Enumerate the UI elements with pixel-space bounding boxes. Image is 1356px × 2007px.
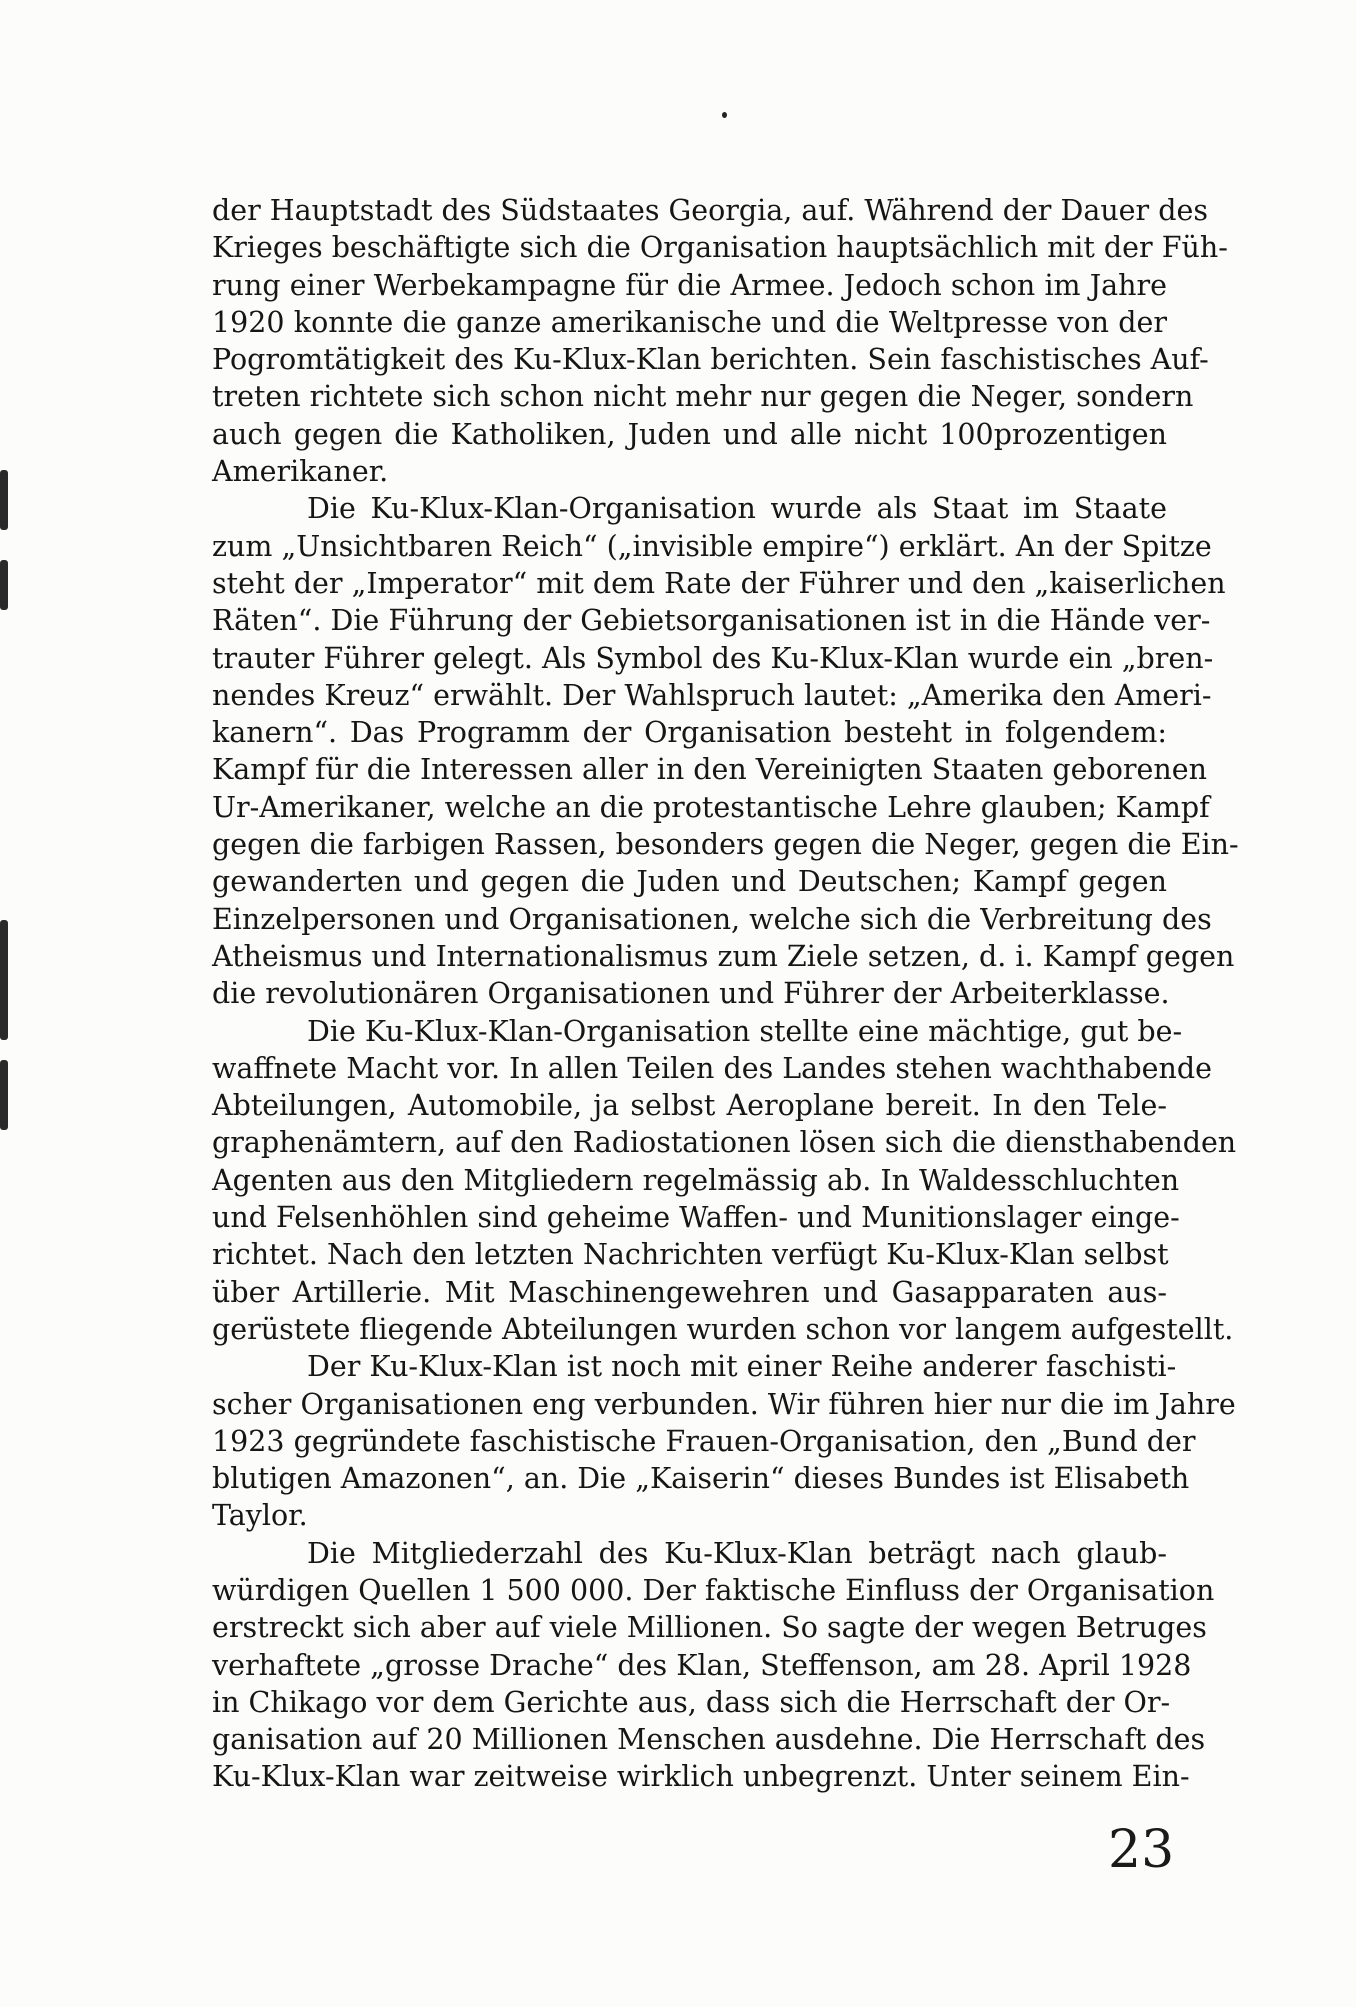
text-line: Ur-Amerikaner, welche an die protestantische Lehre glauben; Kampf [212,790,1210,824]
scan-edge-mark [0,470,8,530]
text-line: scher Organisationen eng verbunden. Wir führen hier nur die im Jahre [212,1387,1236,1421]
text-line: Der Ku-Klux-Klan ist noch mit einer Reihe anderer faschisti- [307,1350,1177,1384]
text-line: richtet. Nach den letzten Nachrichten verfügt Ku-Klux-Klan selbst [212,1238,1169,1272]
text-line: Amerikaner. [212,455,389,489]
text-line: über Artillerie. Mit Maschinengewehren und Gasapparaten aus- [212,1275,1167,1309]
text-line: Agenten aus den Mitgliedern regelmässig ab. In Waldesschluchten [212,1163,1180,1197]
text-line: Kampf für die Interessen aller in den Vereinigten Staaten geborenen [212,753,1207,787]
text-line: Pogromtätigkeit des Ku-Klux-Klan berichten. Sein faschistisches Auf- [212,343,1209,377]
text-line: Abteilungen, Automobile, ja selbst Aeroplane bereit. In den Tele- [212,1089,1167,1123]
scan-edge-mark [0,1060,8,1130]
text-line: graphenämtern, auf den Radiostationen lösen sich die diensthabenden [212,1126,1237,1160]
text-line: kanern“. Das Programm der Organisation besteht in folgendem: [212,716,1167,750]
page-number: 23 [1108,1820,1175,1880]
text-line: verhaftete „grosse Drache“ des Klan, Steffenson, am 28. April 1928 [212,1648,1192,1682]
text-line: 1920 konnte die ganze amerikanische und die Weltpresse von der [212,305,1167,339]
text-line: zum „Unsichtbaren Reich“ („invisible empire“) erklärt. An der Spitze [212,529,1212,563]
body-text [212,192,1239,1796]
text-line: nendes Kreuz“ erwählt. Der Wahlspruch lautet: „Amerika den Ameri- [212,678,1212,712]
text-line: gerüstete fliegende Abteilungen wurden schon vor langem aufgestellt. [212,1312,1234,1346]
text-line: 1923 gegründete faschistische Frauen-Organisation, den „Bund der [212,1424,1196,1458]
text-line: Die Mitgliederzahl des Ku-Klux-Klan beträgt nach glaub- [307,1536,1167,1570]
text-line: Einzelpersonen und Organisationen, welche sich die Verbreitung des [212,902,1212,936]
scan-edge-mark [0,560,8,610]
text-line: blutigen Amazonen“, an. Die „Kaiserin“ dieses Bundes ist Elisabeth [212,1462,1190,1496]
text-line: Ku-Klux-Klan war zeitweise wirklich unbegrenzt. Unter seinem Ein- [212,1760,1190,1794]
text-line: auch gegen die Katholiken, Juden und alle nicht 100prozentigen [212,417,1167,451]
text-line: Taylor. [212,1499,308,1533]
text-line: die revolutionären Organisationen und Führer der Arbeiterklasse. [212,977,1170,1011]
scan-edge-mark [0,920,8,1040]
text-line: Die Ku-Klux-Klan-Organisation stellte eine mächtige, gut be- [307,1014,1183,1048]
text-line: steht der „Imperator“ mit dem Rate der Führer und den „kaiserlichen [212,566,1226,600]
text-line: ganisation auf 20 Millionen Menschen ausdehne. Die Herrschaft des [212,1723,1206,1757]
text-line: und Felsenhöhlen sind geheime Waffen- und Munitionslager einge- [212,1201,1180,1235]
text-line: der Hauptstadt des Südstaates Georgia, auf. Während der Dauer des [212,194,1208,227]
text-line: gegen die farbigen Rassen, besonders gegen die Neger, gegen die Ein- [212,828,1239,862]
text-line: Atheismus und Internationalismus zum Ziele setzen, d. i. Kampf gegen [212,939,1235,973]
ink-speck [722,112,727,118]
text-line: würdigen Quellen 1 500 000. Der faktische Einfluss der Organisation [212,1573,1215,1607]
text-line: rung einer Werbekampagne für die Armee. Jedoch schon im Jahre [212,268,1167,302]
text-line: Die Ku-Klux-Klan-Organisation wurde als Staat im Staate [307,492,1167,526]
text-line: Räten“. Die Führung der Gebietsorganisationen ist in die Hände ver- [212,604,1211,638]
text-line: in Chikago vor dem Gerichte aus, dass sich die Herrschaft der Or- [212,1685,1171,1719]
text-line: gewanderten und gegen die Juden und Deutschen; Kampf gegen [212,865,1167,899]
text-line: erstreckt sich aber auf viele Millionen. So sagte der wegen Betruges [212,1611,1207,1645]
text-line: Krieges beschäftigte sich die Organisation hauptsächlich mit der Füh- [212,231,1228,265]
text-line: trauter Führer gelegt. Als Symbol des Ku-Klux-Klan wurde ein „bren- [212,641,1214,675]
text-line: treten richtete sich schon nicht mehr nur gegen die Neger, sondern [212,380,1194,414]
text-line: waffnete Macht vor. In allen Teilen des Landes stehen wachthabende [212,1051,1212,1085]
